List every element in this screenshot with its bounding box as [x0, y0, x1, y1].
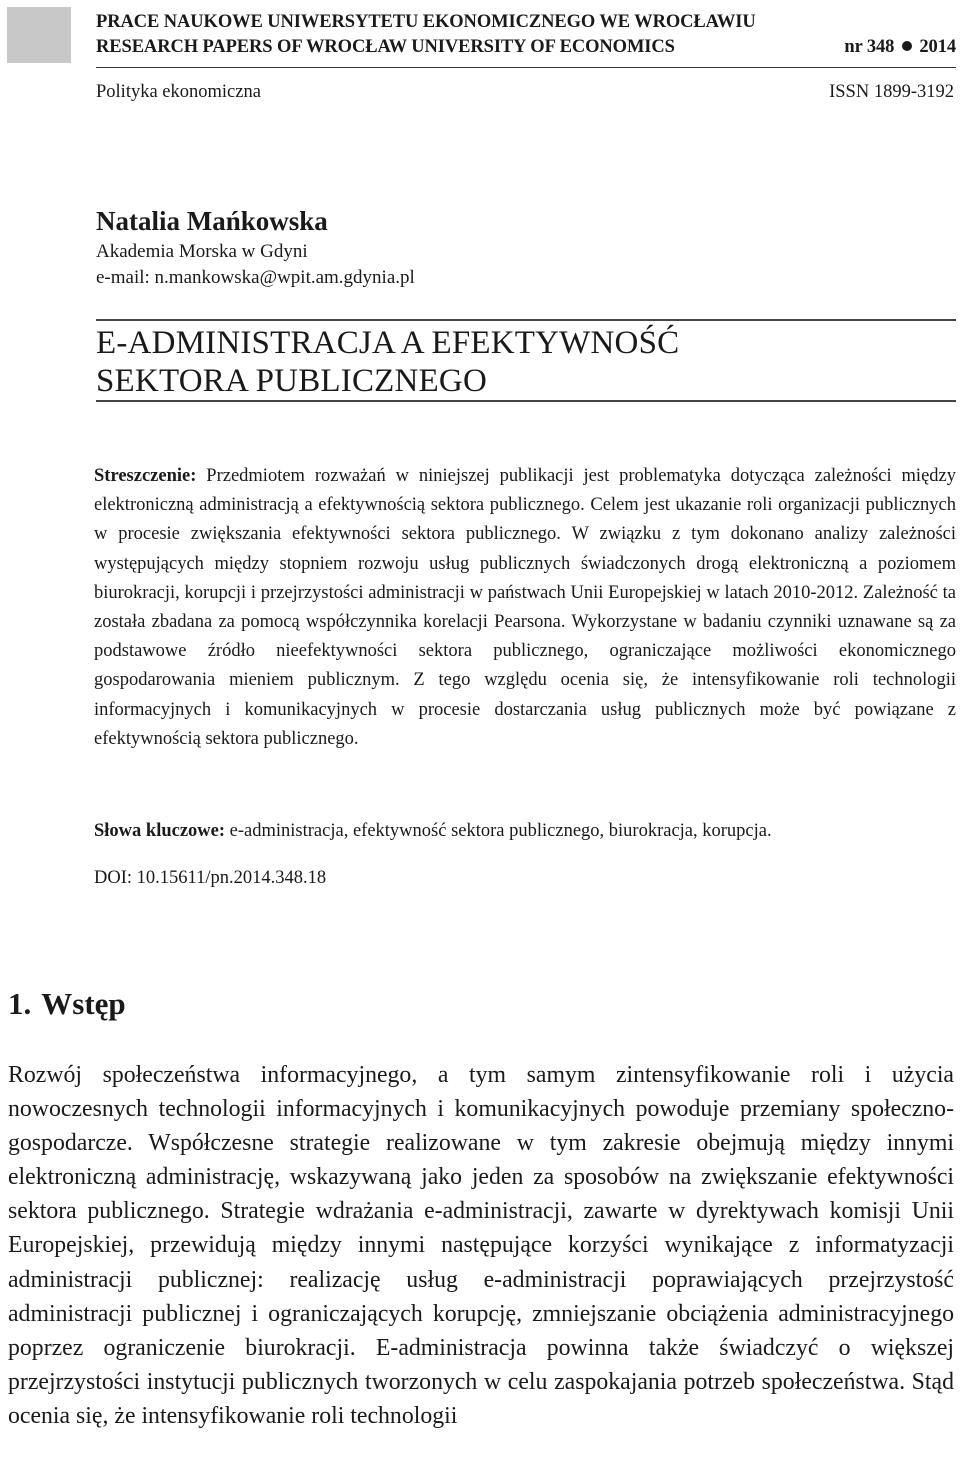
title-rule-bottom [96, 400, 956, 402]
doi: DOI: 10.15611/pn.2014.348.18 [94, 868, 327, 888]
series-title-en: RESEARCH PAPERS OF WROCŁAW UNIVERSITY OF ECONOMICS [96, 37, 675, 57]
issue-number [844, 35, 956, 59]
journal-name: Polityka ekonomiczna [96, 82, 261, 102]
keywords-label: Słowa kluczowe: [94, 821, 226, 841]
title-rule-top [96, 319, 956, 321]
paper-title-line2: SEKTORA PUBLICZNEGO [96, 363, 487, 399]
abstract-label: Streszczenie: [94, 466, 197, 486]
author-name: Natalia Mańkowska [96, 206, 328, 236]
series-title-pl: PRACE NAUKOWE UNIWERSYTETU EKONOMICZNEGO WE WROCŁAWIU [96, 12, 756, 32]
section-body: Rozwój społeczeństwa informacyjnego, a tym samym zintensyfikowanie roli i użycia nowoczesnych technologii informacyjnych i komunikacyjnych powoduje przemiany społeczno-gospodarcze. Współczesne strategie realizowane w tym zakresie obejmują między innymi elektroniczną administrację, wskazywaną jako jeden za sposobów na zwiększanie efektywności sektora publicznego. Strategie wdrażania e-administracji, zawarte w dyrektywach komisji Unii Europejskiej, przewidują między innymi następujące korzyści wynikające z informatyzacji administracji publicznej: realizację usług e-administracji poprawiających przejrzystość administracji publicznej i ograniczających korupcję, zmniejszanie obciążenia administracyjnego poprzez ograniczenie biurokracji. E-administracja powinna także świadczyć o większej przejrzystości instytucji publicznych tworzonych w celu zaspokajania potrzeb społeczeństwa. Stąd ocenia się, że intensyfikowanie roli technologii [8, 1062, 954, 1429]
journal-row [96, 80, 954, 104]
paper-title-line1: E-ADMINISTRACJA A EFEKTYWNOŚĆ [96, 325, 680, 361]
series-title-en-row [96, 35, 956, 59]
issn: ISSN 1899-3192 [829, 82, 954, 102]
issue-nr: nr 348 [844, 37, 895, 57]
section-heading [8, 985, 126, 1023]
paper-title [96, 324, 956, 400]
section-number: 1. [8, 986, 32, 1021]
section-title: Wstęp [41, 986, 126, 1021]
author-affiliation: Akademia Morska w Gdyni [96, 241, 308, 262]
header-rule [96, 67, 956, 68]
abstract [94, 462, 956, 754]
author-email: e-mail: n.mankowska@wpit.am.gdynia.pl [96, 267, 415, 288]
header-gray-block [7, 7, 71, 63]
keywords-text: e-administracja, efektywność sektora publicznego, biurokracja, korupcja. [229, 821, 772, 841]
bullet-icon [902, 41, 912, 51]
keywords [94, 818, 956, 844]
issue-year: 2014 [919, 37, 956, 57]
abstract-text: Przedmiotem rozważań w niniejszej publikacji jest problematyka dotycząca zależności między elektroniczną administracją a efektywnością sektora publicznego. Celem jest ukazanie roli organizacji publicznych w procesie zwiększania efektywności sektora publicznego. W związku z tym dokonano analizy zależności występujących między stopniem rozwoju usług publicznych świadczonych drogą elektroniczną a poziomem biurokracji, korupcji i przejrzystości administracji w państwach Unii Europejskiej w latach 2010-2012. Zależność ta została zbadana za pomocą współczynnika korelacji Pearsona. Wykorzystane w badaniu czynniki uznawane są za podstawowe źródło nieefektywności sektora publicznego, ograniczające możliwości ekonomicznego gospodarowania mieniem publicznym. Z tego względu ocenia się, że intensyfikowanie roli technologii informacyjnych i komunikacyjnych w procesie dostarczania usług publicznych może być powiązane z efektywnością sektora publicznego. [94, 466, 956, 749]
